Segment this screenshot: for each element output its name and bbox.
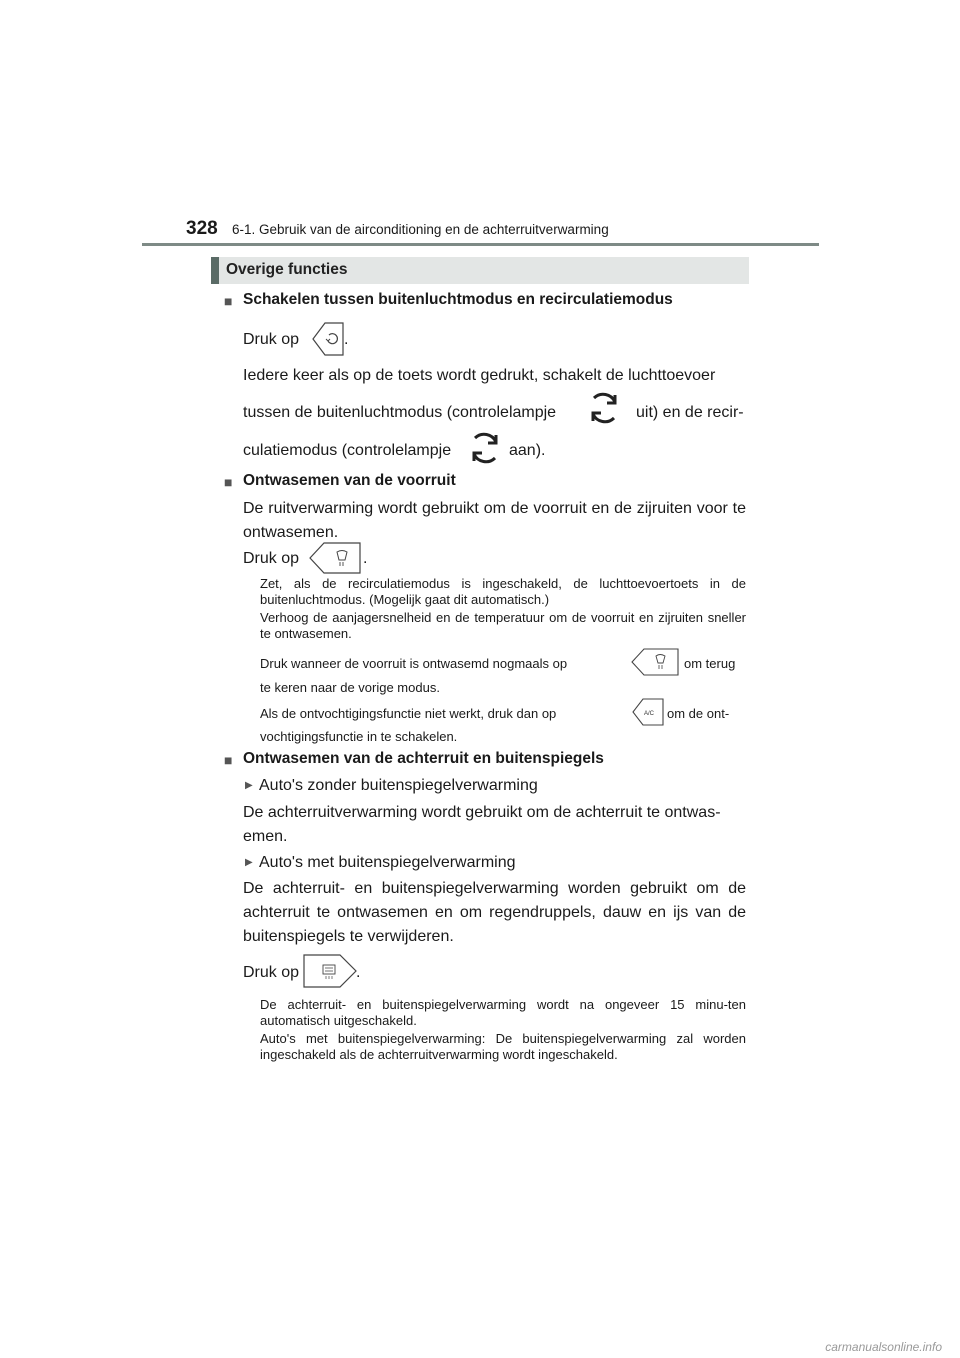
defroster-button-icon (308, 541, 362, 575)
defog-front-heading: Ontwasemen van de voorruit (243, 472, 456, 489)
page-number: 328 (186, 218, 218, 239)
defog-front-note1: Zet, als de recirculatiemodus is ingeschakeld, de luchttoevoertoets in de buitenluchtmodus. (Mogelijk gaat dit automatisch.) (260, 576, 746, 607)
rear-defogger-button-icon (302, 953, 361, 989)
defog-front-press-suffix: . (363, 550, 368, 567)
defog-front-note4a: Als de ontvochtigingsfunctie niet werkt, druk dan op (260, 706, 557, 721)
bullet-icon: ■ (224, 293, 233, 309)
recirc-press-suffix: . (344, 331, 349, 348)
ac-label: A/C (644, 711, 655, 717)
defog-front-note3c: te keren naar de vorige modus. (260, 680, 440, 695)
recirc-line2a: tussen de buitenluchtmodus (controlelampje (243, 404, 557, 421)
defog-rear-body2: De achterruit- en buitenspiegelverwarming worden gebruikt om de achterruit te ontwasemen en om regendruppels, dauw en ijs van de buitenspiegels te verwijderen. (243, 880, 746, 945)
defroster-button-icon (630, 647, 680, 677)
defog-rear-note2: Auto's met buitenspiegelverwarming: De buitenspiegelverwarming zal worden ingeschakeld als de achterruitverwarming wordt ingeschakeld. (260, 1031, 746, 1062)
defog-front-note3a: Druk wanneer de voorruit is ontwasemd nogmaals op (260, 656, 568, 671)
recirc-indicator-icon (586, 390, 622, 426)
defog-rear-variant1: Auto's zonder buitenspiegelverwarming (259, 777, 538, 794)
defog-rear-heading: Ontwasemen van de achterruit en buitenspiegels (243, 750, 604, 767)
recirc-indicator-on-icon (467, 430, 503, 466)
recirc-line3a: culatiemodus (controlelampje (243, 442, 452, 459)
bullet-icon: ■ (224, 752, 233, 768)
defog-rear-body1: De achterruitverwarming wordt gebruikt om de achterruit te ontwas-emen. (243, 804, 721, 845)
defog-front-note2: Verhoog de aanjagersnelheid en de temperatuur om de voorruit en zijruiten sneller te ontwasemen. (260, 610, 746, 641)
defog-rear-press-suffix: . (356, 964, 361, 981)
recirc-line1: Iedere keer als op de toets wordt gedrukt, schakelt de luchttoevoer (243, 367, 716, 384)
section-title-bar (211, 257, 219, 284)
chapter-title: 6-1. Gebruik van de airconditioning en de achterruitverwarming (232, 222, 609, 237)
defog-front-note4b: om de ont- (667, 706, 730, 721)
defog-rear-variant2: Auto's met buitenspiegelverwarming (259, 854, 516, 871)
recirc-heading: Schakelen tussen buitenluchtmodus en recirculatiemodus (243, 291, 673, 308)
section-title: Overige functies (226, 261, 348, 278)
ac-button-icon (631, 697, 665, 727)
defog-front-note4c: vochtigingsfunctie in te schakelen. (260, 729, 458, 744)
watermark: carmanualsonline.info (825, 1340, 942, 1354)
defog-rear-press-prefix: Druk op (243, 964, 300, 981)
defog-front-note3b: om terug (684, 656, 736, 671)
triangle-icon: ▶ (245, 780, 253, 791)
recirc-button-icon (307, 320, 347, 358)
defog-front-body: De ruitverwarming wordt gebruikt om de voorruit en de zijruiten voor te ontwasemen. (243, 500, 746, 541)
triangle-icon: ▶ (245, 857, 253, 868)
defog-front-press-prefix: Druk op (243, 550, 300, 567)
defog-rear-note1: De achterruit- en buitenspiegelverwarming wordt na ongeveer 15 minu-ten automatisch uitgeschakeld. (260, 997, 746, 1028)
header-rule (142, 243, 819, 246)
recirc-press-prefix: Druk op (243, 331, 300, 348)
recirc-line2b: uit) en de recir- (636, 404, 744, 421)
recirc-line3b: aan). (509, 442, 546, 459)
bullet-icon: ■ (224, 474, 233, 490)
